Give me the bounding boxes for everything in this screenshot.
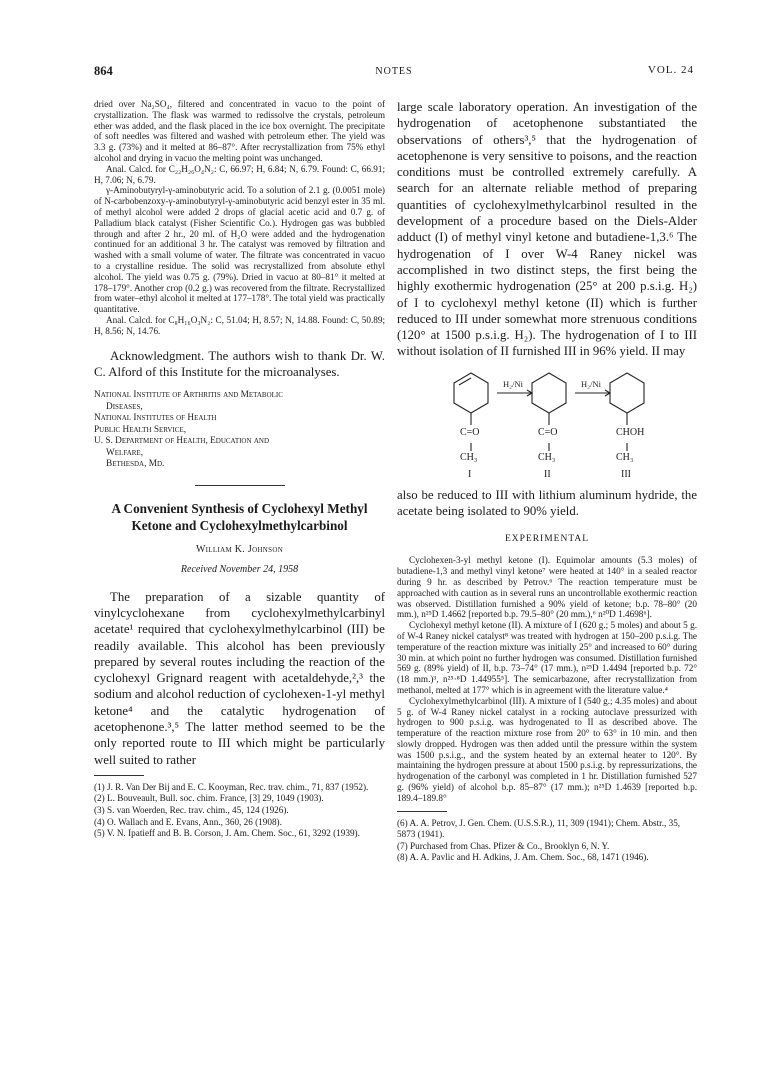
footnote-divider — [94, 775, 144, 776]
footnotes-right — [397, 818, 697, 864]
methyl-III: CH₃ — [616, 451, 634, 463]
experimental-ketone-II: Cyclohexyl methyl ketone (II). A mixture of I (620 g.; 5 moles) and about 5 g. of W-4 Raney nickel catalyst⁸ was treated with hydrogen at 150–200 p.s.i.g. The temperature of the reaction mixture was initially 25° and increased to 60° during 30 min. at which point no further hydrogen was consumed. Distillation furnished 569 g. (89% yield) of II, b.p. 73–74° (17 mm.), n²⁵D 1.4494 [reported b.p. 72° (18 mm.)³, n²⁵·⁸D 1.44955⁵]. The semicarbazone, after recrystallization from methanol, melted at 177° which is in agreement with the literature value.⁴ — [397, 620, 697, 695]
section-title: NOTES — [375, 66, 413, 77]
methyl-I: CH₃ — [460, 451, 478, 463]
footnote: (6) A. A. Petrov, J. Gen. Chem. (U.S.S.R.), 11, 309 (1941); Chem. Abstr., 35, 5873 (1941). — [397, 817, 681, 840]
gamma-paragraph: γ-Aminobutyryl-γ-aminobutyric acid. To a solution of 2.1 g. (0.0051 mole) of N-carbobenzoxy-γ-aminobutyryl-γ-aminobutyric acid benzyl ester in 35 ml. of methyl alcohol were added 2 drops of glacial acetic acid and 0.7 g. of Palladium black catalyst (Fisher Scientific Co.). Hydrogen gas was bubbled through and after 2 hr., 20 ml. of H₂O were added and the hydrogenation continued for an additional 3 hr. The catalyst was removed by filtration and washed with a small volume of water. The filtrate was concentrated in vacuo to a crystalline residue. The solid was recrystallized from absolute ethyl alcohol. The yield was 0.75 g. (79%). Dried in vacuo at 80–81° it melted at 178–179°. Another crop (0.2 g.) was recovered from the filtrate. Recrystallized from water–ethyl alcohol it melted at 177–178°. The total yield was practically quantitative. — [94, 185, 385, 315]
methyl-II: CH₃ — [538, 451, 556, 463]
affiliation-address — [94, 390, 385, 471]
cyclohexane-ring-III — [610, 373, 644, 413]
address-line: U. S. Department of Health, Education and — [94, 436, 270, 447]
intro-continued: large scale laboratory operation. An investigation of the hydrogenation of acetophenone substantiated the observations of others³,⁵ that the hydrogenation of acetophenone is very sensitive to poisons, and the reaction conditions must be controlled extremely carefully. A search for an alternate reliable method of preparing quantities of cyclohexylmethylcarbinol resulted in the development of a procedure based on the Diels-Alder adduct (I) of methyl vinyl ketone and butadiene-1,3.⁶ The hydrogenation of I over W-4 Raney nickel was accomplished in two distinct steps, the first being the highly exothermic hydrogenation (25° at 200 p.s.i.g. H₂) of I to cyclohexyl methyl ketone (II) which is further reduced to III under somewhat more strenuous conditions (120° at 1500 p.s.i.g. H₂). The hydrogenation of I to III without isolation of II furnished III in 96% yield. II may — [397, 100, 697, 359]
address-line: Bethesda, Md. — [106, 459, 165, 470]
cyclohexene-ring-I — [454, 373, 488, 413]
carbinol-III: CHOH — [616, 426, 645, 438]
address-line: Welfare, — [106, 447, 144, 458]
experimental-ketone-I: Cyclohexen-3-yl methyl ketone (I). Equimolar amounts (5.3 moles) of butadiene-1,3 and methyl vinyl ketone⁷ were heated at 140° in a sealed reactor during 9 hr. as described by Petrov.⁶ The reaction temperature must be approached with caution as in several runs an uncontrollable exothermic reaction was observed. Distillation furnished a 90% yield of ketone; b.p. 78–80° (20 mm.), n²⁵D 1.4662 [reported b.p. 79.5–80° (20 mm.),⁶ n²⁰D 1.4698⁶]. — [397, 555, 697, 620]
address-line: Public Health Service, — [94, 424, 187, 435]
analysis-2: Anal. Calcd. for C₈H₁₆O₃N₂: C, 51.04; H, 8.57; N, 14.88. Found: C, 50.89; H, 8.56; N, 14.76. — [94, 314, 385, 336]
compound-label-II: II — [544, 468, 551, 480]
acknowledgment: Acknowledgment. The authors wish to thank Dr. W. C. Alford of this Institute for the microanalyses. — [94, 348, 385, 379]
arrow-1-label: H₂/Ni — [503, 378, 523, 389]
running-header — [94, 64, 694, 80]
article-author: William K. Johnson — [195, 543, 284, 555]
left-column — [94, 99, 385, 840]
footnote: (8) A. A. Pavlic and H. Adkins, J. Am. Chem. Soc., 68, 1471 (1946). — [397, 852, 649, 863]
address-line: National Institute of Arthritis and Metabolic — [94, 390, 283, 401]
carbonyl-II: C=O — [538, 426, 558, 438]
analysis-1: Anal. Calcd. for C₂₂H₂₆O₄N₂: C, 66.97; H, 6.84; N, 6.79. Found: C, 66.91; H, 7.06; N, 6.79. — [94, 163, 385, 185]
experimental-carbinol-III: Cyclohexylmethylcarbinol (III). A mixture of I (540 g.; 4.35 moles) and about 5 g. of W-4 Raney nickel catalyst in a rocking autoclave pressurized with hydrogen to 900 p.s.i.g. was hydrogenated to II as described above. The temperature of the reaction mixture rose from 20° to 63° in 10 min. and then slowly dropped. Hydrogen was then added until the pressure within the system was 1500 p.s.i.g., and the system heated by an external heater to 120°. By maintaining the hydrogen pressure at about 1500 p.s.i.g. by repressurizations, the hydrogenation of the carbonyl was completed in 1 hr. Distillation furnished 527 g. (96% yield) of alcohol b.p. 85–87° (17 mm.); n²⁵D 1.4639 [reported b.p. 189.4–189.8° — [397, 695, 697, 803]
address-line: Diseases, — [106, 401, 143, 412]
footnote: (1) J. R. Van Der Bij and E. C. Kooyman, Rec. trav. chim., 71, 837 (1952). — [94, 781, 369, 792]
after-scheme-text: also be reduced to III with lithium aluminum hydride, the acetate being isolated to 90% yield. — [397, 487, 697, 519]
intro-paragraph: The preparation of a sizable quantity of vinylcyclohexane from cyclohexylmethylcarbinyl acetate¹ required that cyclohexylmethylcarbinol (III) be readily available. This alcohol has been previously prepared by several routes including the reaction of the cyclohexyl Grignard reagent with acetaldehyde,²,³ the sodium and alcohol reduction of cyclohexen-1-yl methyl ketone⁴ and the catalytic hydrogenation of acetophenone.³,⁵ The latter method seemed to be the only reported route to III which might be particularly well suited to rather — [94, 589, 385, 767]
prev-article-paragraph: dried over Na₂SO₄, filtered and concentrated in vacuo to the point of crystallization. The flask was warmed to redissolve the crystals, petroleum ether was added, and the flask placed in the ice box overnight. The precipitate of soft needles was filtered and washed with petroleum ether. The yield was 3.3 g. (73%) and it melted at 86–87°. After recrystallization from 75% ethyl alcohol and drying in vacuo the melting point was unchanged. — [94, 99, 385, 163]
section-divider — [195, 485, 285, 486]
received-date: Received November 24, 1958 — [180, 563, 299, 575]
footnote: (4) O. Wallach and E. Evans, Ann., 360, 26 (1908). — [94, 816, 282, 827]
reaction-scheme — [397, 363, 697, 483]
address-line: National Institutes of Health — [94, 413, 217, 424]
experimental-heading: EXPERIMENTAL — [504, 534, 590, 545]
reaction-scheme-drawing — [397, 363, 697, 483]
compound-label-III: III — [621, 468, 631, 480]
article-title: A Convenient Synthesis of Cyclohexyl Methyl Ketone and Cyclohexylmethylcarbinol — [111, 500, 368, 533]
cyclohexane-ring-II — [532, 373, 566, 413]
volume-label: VOL. 24 — [647, 64, 694, 76]
footnote: (5) V. N. Ipatieff and B. B. Corson, J. Am. Chem. Soc., 61, 3292 (1939). — [94, 828, 360, 839]
compound-label-I: I — [468, 468, 472, 480]
arrow-2-label: H₂/Ni — [581, 378, 601, 389]
carbonyl-I: C=O — [460, 426, 480, 438]
page-number: 864 — [94, 64, 113, 78]
right-column — [397, 99, 697, 864]
footnote: (2) L. Bouveault, Bull. soc. chim. France, [3] 29, 1049 (1903). — [94, 793, 324, 804]
footnote-divider — [397, 811, 447, 812]
footnotes-left — [94, 782, 385, 840]
footnote: (3) S. van Woerden, Rec. trav. chim., 45, 124 (1926). — [94, 805, 289, 816]
footnote: (7) Purchased from Chas. Pfizer & Co., Brooklyn 6, N. Y. — [397, 840, 610, 851]
